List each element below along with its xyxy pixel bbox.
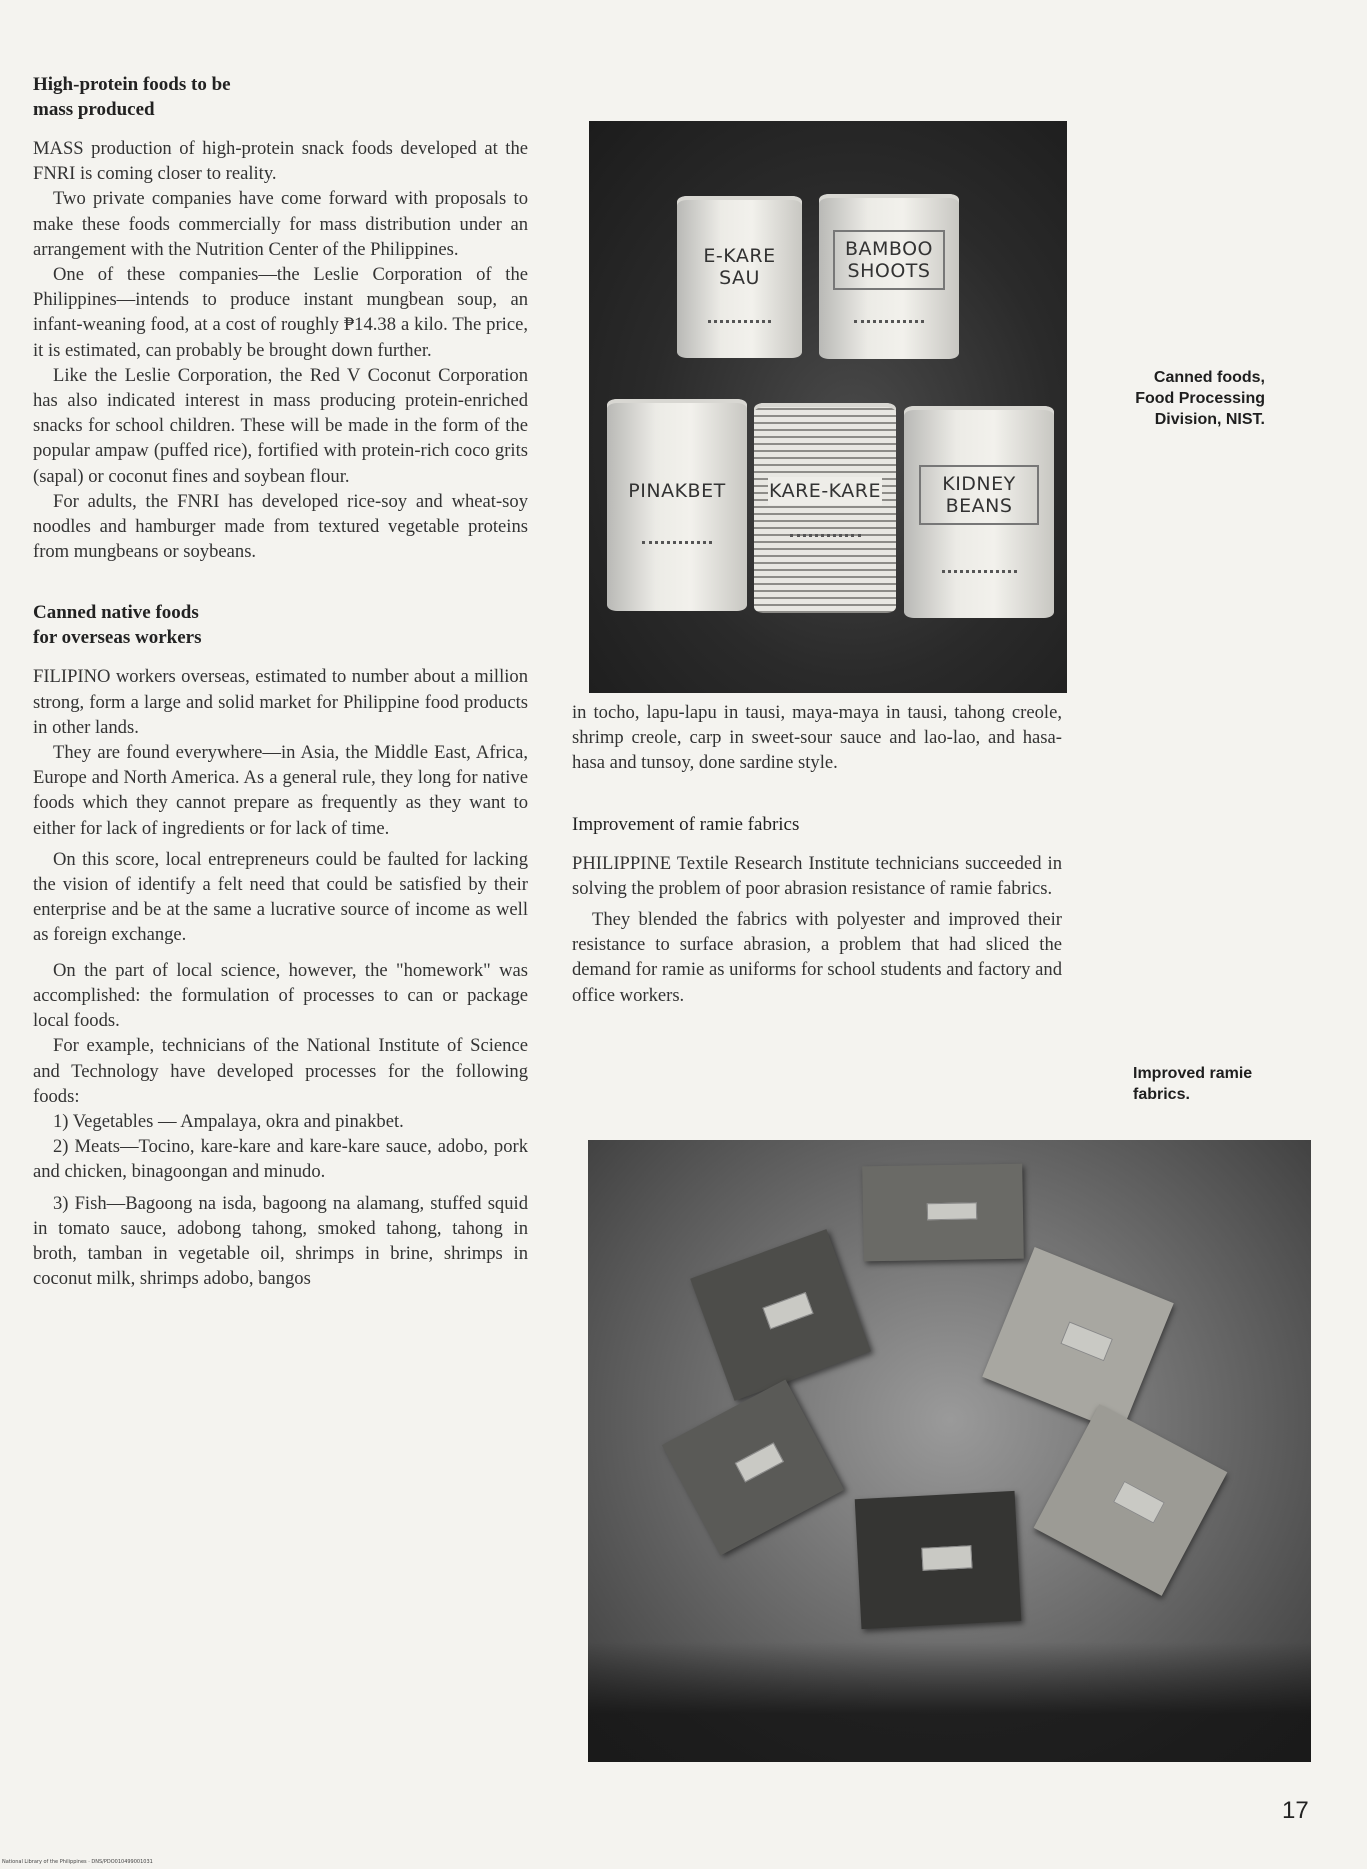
- fabric-package: [862, 1164, 1024, 1262]
- fabric-package: [690, 1229, 871, 1401]
- paragraph: PHILIPPINE Textile Research Institute technicians succeeded in solving the problem of poor abrasion resistance of ramie fabrics.: [572, 852, 1062, 899]
- paragraph: They are found everywhere—in Asia, the Middle East, Africa, Europe and North America. As a general rule, they long for native foods which they cannot prepare as frequently as they want to either for lack of ingredients or for lack of time.: [33, 742, 528, 839]
- fabric-package: [855, 1491, 1022, 1629]
- paragraph: 2) Meats—Tocino, kare-kare and kare-kare sauce, adobo, pork and chicken, binagoongan and minudo.: [33, 1136, 528, 1183]
- fabric-package: [982, 1247, 1174, 1433]
- ramie-fabrics-photo: [588, 1140, 1311, 1762]
- can-kidney-beans: KIDNEY BEANS: [904, 406, 1054, 618]
- ramie-fabrics-caption: Improved ramie fabrics.: [1133, 1065, 1253, 1103]
- right-column: [572, 700, 1062, 1008]
- page-number: 17: [1282, 1797, 1309, 1824]
- paragraph: For example, technicians of the National Institute of Science and Technology have developed processes for the following foods:: [33, 1035, 528, 1107]
- paragraph: 1) Vegetables — Ampalaya, okra and pinakbet.: [53, 1110, 404, 1132]
- paragraph: MASS production of high-protein snack foods developed at the FNRI is coming closer to reality.: [33, 138, 528, 185]
- canned-foods-photo: [589, 121, 1067, 693]
- canned-foods-caption: Canned foods, Food Processing Division, NIST.: [1135, 369, 1265, 428]
- article-heading-protein: High-protein foods to be mass produced: [33, 74, 231, 120]
- paragraph-continuation: in tocho, lapu-lapu in tausi, maya-maya in tausi, tahong creole, shrimp creole, carp in sweet-sour sauce and lao-lao, and hasa-hasa and tunsoy, done sardine style.: [572, 702, 1062, 774]
- paragraph: On this score, local entrepreneurs could be faulted for lacking the vision of identify a felt need that could be satisfied by their enterprise and be at the same a lucrative source of income as well as foreign exchange.: [33, 848, 528, 946]
- paragraph: 3) Fish—Bagoong na isda, bagoong na alamang, stuffed squid in tomato sauce, adobong tahong, smoked tahong, tahong in broth, tamban in vegetable oil, shrimps in brine, shrimps in coconut milk, shrimps adobo, bangos: [33, 1192, 528, 1290]
- paragraph: They blended the fabrics with polyester and improved their resistance to surface abrasion, a problem that had sliced the demand for ramie as uniforms for school students and factory and office workers.: [572, 909, 1062, 1006]
- can-kare-kare: KARE-KARE: [754, 403, 896, 613]
- left-column: [33, 72, 528, 1291]
- footer-source: National Library of the Philippines · DNS/PDO010499001031: [2, 1859, 153, 1865]
- paragraph: Like the Leslie Corporation, the Red V Coconut Corporation has also indicated interest in mass producing protein-enriched snacks for school children. These will be made in the form of the popular ampaw (puffed rice), fortified with protein-rich coco grits (sapal) or coconut fines and soybean flour.: [33, 364, 528, 487]
- paragraph: Two private companies have come forward with proposals to make these foods commercially for mass distribution under an arrangement with the Nutrition Center of the Philippines.: [33, 188, 528, 260]
- paragraph: FILIPINO workers overseas, estimated to number about a million strong, form a large and solid market for Philippine food products in other lands.: [33, 666, 528, 738]
- can-pinakbet: PINAKBET: [607, 399, 747, 611]
- can-kare-sauce: E-KARE SAU: [677, 196, 802, 358]
- can-bamboo-shoots: BAMBOO SHOOTS: [819, 194, 959, 359]
- fabric-package: [1034, 1404, 1228, 1596]
- article-heading-ramie: Improvement of ramie fabrics: [572, 813, 800, 835]
- paragraph: On the part of local science, however, the "homework" was accomplished: the formulation of processes to can or package local foods.: [33, 959, 528, 1032]
- paragraph: For adults, the FNRI has developed rice-soy and wheat-soy noodles and hamburger made from textured vegetable proteins from mungbeans or soybeans.: [33, 490, 528, 563]
- paragraph: One of these companies—the Leslie Corporation of the Philippines—intends to produce instant mungbean soup, an infant-weaning food, at a cost of roughly ₱14.38 a kilo. The price, it is estimated, can probably be brought down further.: [33, 264, 528, 361]
- article-heading-canned: Canned native foods for overseas workers: [33, 602, 202, 649]
- fabric-package: [662, 1379, 844, 1555]
